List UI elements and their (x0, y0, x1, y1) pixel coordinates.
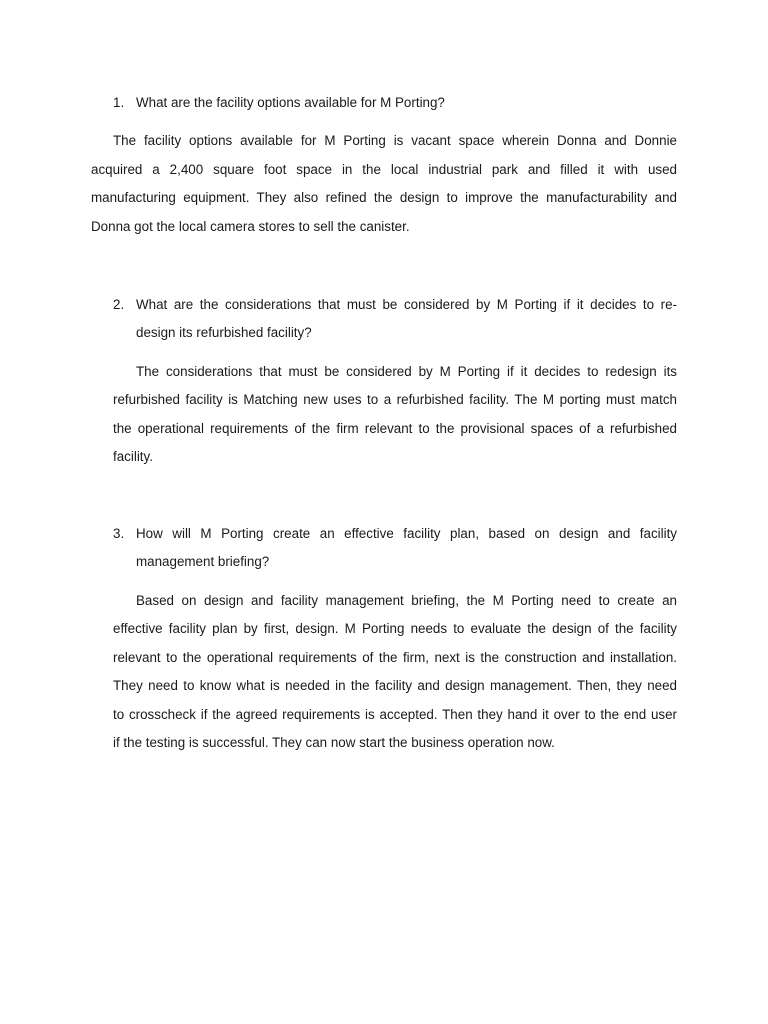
question-text: What are the considerations that must be considered by M Porting if it decides to re- (136, 297, 677, 312)
question-number: 2. (113, 297, 125, 312)
question-number: 3. (113, 526, 125, 541)
answer-line: relevant to the operational requirements of the firm, next is the construction and installation. (113, 650, 677, 665)
answer-line: manufacturing equipment. They also refined the design to improve the manufacturability and (91, 190, 677, 205)
answer-line: the operational requirements of the firm relevant to the provisional spaces of a refurbished (113, 421, 677, 436)
answer-line: facility. (113, 449, 153, 464)
answer-line: effective facility plan by first, design. M Porting needs to evaluate the design of the facility (113, 621, 677, 636)
answer-line: They need to know what is needed in the facility and design management. Then, they need (113, 678, 677, 693)
question-text: What are the facility options available for M Porting? (136, 95, 445, 110)
answer-line: The facility options available for M Porting is vacant space wherein Donna and Donnie (113, 133, 677, 148)
answer-line: to crosscheck if the agreed requirements is accepted. Then they hand it over to the end user (113, 707, 677, 722)
question-text: management briefing? (136, 554, 270, 569)
answer-line: refurbished facility is Matching new uses to a refurbished facility. The M porting must match (113, 392, 677, 407)
question-number: 1. (113, 95, 125, 110)
answer-line: acquired a 2,400 square foot space in the local industrial park and filled it with used (91, 162, 677, 177)
answer-line: Based on design and facility management briefing, the M Porting need to create an (136, 593, 677, 608)
answer-line: if the testing is successful. They can now start the business operation now. (113, 735, 555, 750)
answer-line: Donna got the local camera stores to sell the canister. (91, 219, 410, 234)
question-text: design its refurbished facility? (136, 325, 312, 340)
question-text: How will M Porting create an effective facility plan, based on design and facility (136, 526, 677, 541)
answer-line: The considerations that must be considered by M Porting if it decides to redesign its (136, 364, 677, 379)
